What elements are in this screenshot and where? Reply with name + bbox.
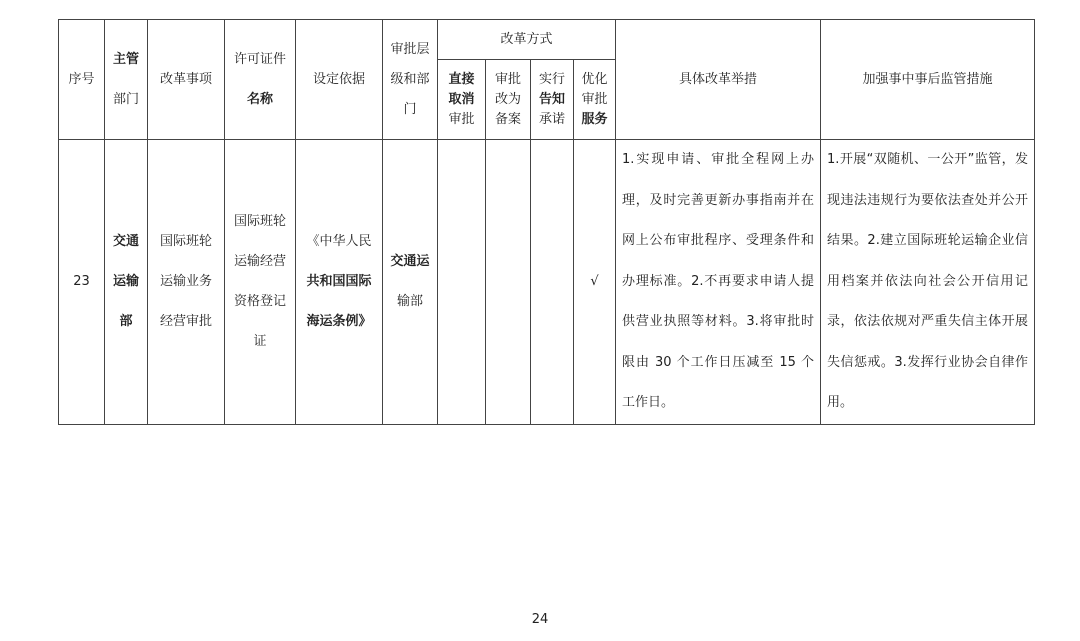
row-license: 国际班轮 运输经营 资格登记 证 [225, 140, 296, 425]
row-mode-cancel [438, 140, 486, 425]
row-mode-notify [531, 140, 574, 425]
row-mode-filing [486, 140, 531, 425]
header-basis: 设定依据 [296, 20, 383, 140]
row-supervision: 1.开展“双随机、一公开”监管，发现违法违规行为要依法查处并公开结果。2.建立国际班轮运输企业信用档案并依法向社会公开信用记录，依法依规对严重失信主体开展失信惩戒。3.发挥行业协会自律作用。 [821, 140, 1035, 425]
row-mode-optimize [574, 140, 616, 425]
table-row [59, 140, 1035, 425]
header-reform-mode: 改革方式 [438, 20, 616, 60]
header-mode-cancel: 直接 取消 审批 [438, 60, 486, 140]
checkmark-icon: √ [590, 274, 599, 290]
row-serial: 23 [59, 140, 105, 425]
header-license: 许可证件 名称 [225, 20, 296, 140]
header-mode-filing: 审批 改为 备案 [486, 60, 531, 140]
row-measures: 1.实现申请、审批全程网上办理，及时完善更新办事指南并在网上公布审批程序、受理条件和办理标准。2.不再要求申请人提供营业执照等材料。3.将审批时限由 30 个工作日压减至 15 个工作日。 [616, 140, 821, 425]
header-item: 改革事项 [148, 20, 225, 140]
row-item: 国际班轮 运输业务 经营审批 [148, 140, 225, 425]
row-dept: 交通 运输 部 [105, 140, 148, 425]
row-level: 交通运 输部 [383, 140, 438, 425]
header-level: 审批层 级和部 门 [383, 20, 438, 140]
header-mode-optimize: 优化 审批 服务 [574, 60, 616, 140]
page-number: 24 [531, 612, 549, 627]
header-dept: 主管 部门 [105, 20, 148, 140]
reform-table [58, 19, 1035, 425]
row-basis: 《中华人民 共和国国际 海运条例》 [296, 140, 383, 425]
header-serial: 序号 [59, 20, 105, 140]
header-mode-notify: 实行 告知 承诺 [531, 60, 574, 140]
header-supervision: 加强事中事后监管措施 [821, 20, 1035, 140]
header-measures: 具体改革举措 [616, 20, 821, 140]
